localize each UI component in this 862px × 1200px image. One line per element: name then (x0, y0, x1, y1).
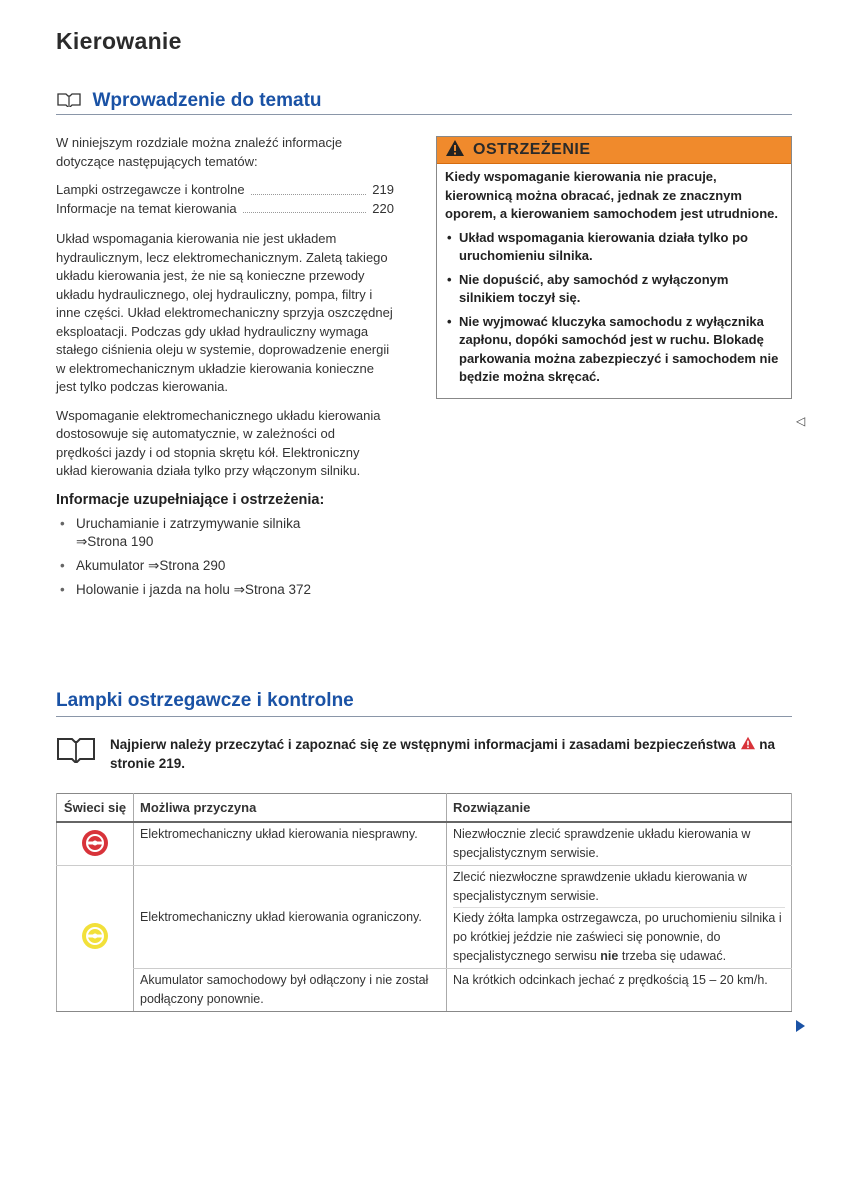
open-book-icon (56, 735, 96, 773)
info-item: • Akumulator ⇒Strona 290 (56, 557, 394, 575)
lamp-cell (57, 866, 134, 1012)
page-ref-link[interactable]: ⇒Strona 372 (233, 582, 311, 597)
warning-header (437, 137, 791, 164)
section-heading-lamps (56, 690, 792, 717)
toc-label: Informacje na temat kierowania (56, 200, 237, 216)
lamp-cell (57, 822, 134, 866)
intro-text: W niniejszym rozdziale można znaleźć informacje dotyczące następujących tematów: (56, 135, 343, 169)
section-title-lamps: Lampki ostrzegawcze i kontrolne (56, 690, 354, 711)
solution-text: trzeba się udawać. (621, 949, 727, 963)
page-ref-link[interactable]: ⇒Strona 290 (148, 558, 226, 573)
section-heading-intro (56, 90, 792, 115)
table-header-row (57, 794, 792, 823)
toc-label: Lampki ostrzegawcze i kontrolne (56, 182, 245, 197)
info-item: • Holowanie i jazda na holu ⇒Strona 372 (56, 581, 394, 599)
cause-cell: Elektromechaniczny układ kierowania ograniczony. (134, 866, 447, 969)
table-row (57, 866, 792, 969)
warning-small-icon (740, 737, 756, 752)
col-header-solution: Rozwiązanie (447, 794, 792, 823)
toc (56, 181, 394, 218)
steering-warning-yellow-icon (81, 939, 109, 953)
lamps-table (56, 793, 792, 1012)
solution-text: Zlecić niezwłoczne sprawdzenie układu kierowania w specjalistycznym serwisie. (453, 868, 785, 908)
cause-cell: Elektromechaniczny układ kierowania niesprawny. (134, 822, 447, 866)
toc-item (56, 200, 394, 219)
solution-cell: Na krótkich odcinkach jechać z prędkością 15 – 20 km/h. (447, 969, 792, 1012)
col-header-cause: Możliwa przyczyna (134, 794, 447, 823)
notice-page-ref[interactable]: na stronie 219. (110, 737, 776, 771)
solution-bold-text: nie (600, 949, 619, 963)
page-ref-link[interactable]: ⇒Strona 190 (76, 534, 154, 549)
table-row (57, 822, 792, 866)
warning-bullet: • Układ wspomagania kierowania działa tylko po uruchomieniu silnika. (445, 229, 783, 266)
info-heading: Informacje uzupełniające i ostrzeżenia: (56, 491, 325, 508)
continue-arrow-icon (796, 1020, 805, 1032)
solution-cell: Niezwłocznie zlecić sprawdzenie układu kierowania w specjalistycznym serwisie. (447, 822, 792, 866)
toc-page: 219 (372, 182, 394, 197)
safety-notice (56, 735, 792, 773)
warning-triangle-icon (445, 139, 465, 162)
paragraph: Układ wspomagania kierowania nie jest układem hydraulicznym, lecz elektromechanicznym. Zaletą takiego układu kierowania jest, że nie są konieczne przewody układu hydraulicznego, olej hydrauliczny, pompa, filtry i inne części. Układ elektromechaniczny sprzyja oszczędnej eksploatacji. Podczas gdy układ hydrauliczny wymaga stałego ciśnienia oleju w systemie, doprowadzenie energii w elektromechanicznym układzie kierowania konieczne jest tylko podczas kierowania. (56, 231, 393, 394)
warning-bullet: • Nie wyjmować kluczyka samochodu z wyłącznika zapłonu, dopóki samochód jest w ruchu. Blokadę parkowania można zabezpieczyć i samochodem nie będzie można skręcać. (445, 313, 783, 387)
cause-cell: Akumulator samochodowy był odłączony i nie został podłączony ponownie. (134, 969, 447, 1012)
back-arrow-icon: ◁ (796, 414, 806, 428)
paragraph: Wspomaganie elektromechanicznego układu kierowania dostosowuje się automatycznie, w zależności od prędkości jazdy i od stopnia skrętu kół. Elektroniczny układ kierowania działa tylko przy włączonym silniku. (56, 407, 381, 478)
notice-text: Najpierw należy przeczytać i zapoznać się ze wstępnymi informacjami i zasadami bezpieczeństwa (110, 737, 736, 752)
solution-cell (447, 866, 792, 969)
page-title: Kierowanie (56, 28, 182, 54)
warning-body (437, 164, 791, 398)
warning-box (436, 136, 792, 399)
warning-label: OSTRZEŻENIE (473, 141, 591, 158)
col-header-lamp: Świeci się (57, 794, 134, 823)
solution-text: Kiedy żółta lampka ostrzegawcza, po uruchomieniu silnika i po krótkiej jeździe nie zaświeci się ponownie, do specjalistycznego serwisu (453, 911, 782, 963)
section-title-intro: Wprowadzenie do tematu (92, 90, 322, 111)
warning-bullet: • Nie dopuścić, aby samochód z wyłączonym silnikiem toczył się. (445, 271, 783, 308)
toc-page: 220 (372, 200, 394, 216)
book-icon (56, 91, 82, 112)
table-row (57, 969, 792, 1012)
left-column (56, 134, 394, 605)
steering-warning-red-icon (81, 846, 109, 860)
warning-intro: Kiedy wspomaganie kierowania nie pracuje, kierownicą można obracać, jednak ze znacznym oporem, a kierowaniem samochodem jest utrudnione. (445, 169, 779, 221)
info-list (56, 515, 394, 599)
toc-item (56, 181, 394, 200)
info-item: • Uruchamianie i zatrzymywanie silnika ⇒Strona 190 (56, 515, 394, 551)
